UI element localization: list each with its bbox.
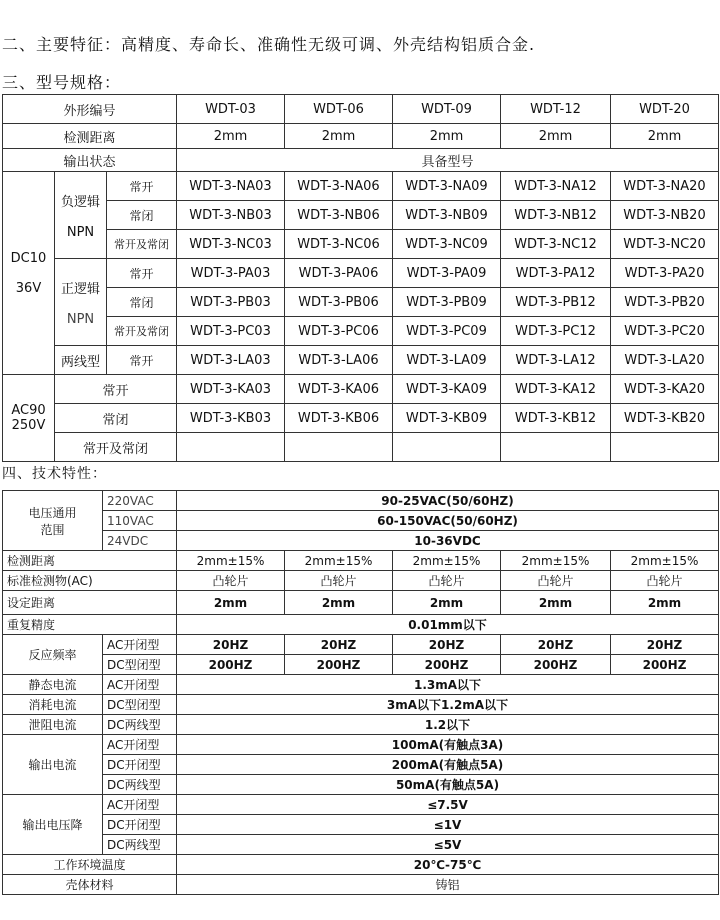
response-cell: 200HZ xyxy=(393,655,501,675)
temperature-value: 20℃-75℃ xyxy=(177,855,719,875)
model-cell: WDT-3-PA12 xyxy=(501,259,611,288)
voltage-drop-row xyxy=(3,835,719,855)
detect-distance-label: 检测距离 xyxy=(3,551,177,571)
output-current-label: 输出电流 xyxy=(3,735,103,795)
model-cell: WDT-3-NC20 xyxy=(611,230,719,259)
model-cell: WDT-3-PB06 xyxy=(285,288,393,317)
response-type: DC型闭型 xyxy=(103,655,177,675)
appearance-cell: WDT-03 xyxy=(177,95,285,124)
positive-logic-label: 正逻辑 NPN xyxy=(55,259,107,346)
output-current-value: 200mA(有触点5A) xyxy=(177,755,719,775)
model-cell: WDT-3-KA03 xyxy=(177,375,285,404)
output-state-cell: 常开及常闭 xyxy=(107,230,177,259)
repeat-label: 重复精度 xyxy=(3,615,177,635)
model-cell: WDT-3-KB03 xyxy=(177,404,285,433)
output-state-cell: 常闭 xyxy=(107,288,177,317)
model-cell: WDT-3-LA09 xyxy=(393,346,501,375)
features-heading: 二、主要特征：高精度、寿命长、准确性无级可调、外壳结构铝质合金. xyxy=(2,35,536,54)
voltage-type: 24VDC xyxy=(103,531,177,551)
detect-distance-row xyxy=(3,551,719,571)
response-cell: 20HZ xyxy=(177,635,285,655)
model-cell: WDT-3-KA12 xyxy=(501,375,611,404)
voltage-value: 10-36VDC xyxy=(177,531,719,551)
std-object-cell: 凸轮片 xyxy=(177,571,285,591)
model-cell: WDT-3-PB03 xyxy=(177,288,285,317)
response-row xyxy=(3,655,719,675)
model-cell: WDT-3-NA06 xyxy=(285,172,393,201)
voltage-drop-row xyxy=(3,815,719,835)
std-object-cell: 凸轮片 xyxy=(501,571,611,591)
model-cell: WDT-3-KA20 xyxy=(611,375,719,404)
response-cell: 200HZ xyxy=(611,655,719,675)
appearance-cell: WDT-09 xyxy=(393,95,501,124)
appearance-cell: WDT-06 xyxy=(285,95,393,124)
model-cell: WDT-3-NB06 xyxy=(285,201,393,230)
leak-current-value: 1.2以下 xyxy=(177,715,719,735)
model-cell: WDT-3-NA20 xyxy=(611,172,719,201)
static-current-type: AC开闭型 xyxy=(103,675,177,695)
output-state-cell: 常闭 xyxy=(55,404,177,433)
model-cell: WDT-3-NB09 xyxy=(393,201,501,230)
model-row xyxy=(3,230,719,259)
consume-current-label: 消耗电流 xyxy=(3,695,103,715)
repeat-value: 0.01mm以下 xyxy=(177,615,719,635)
output-state-cell: 常开 xyxy=(55,375,177,404)
consume-current-row xyxy=(3,695,719,715)
ac-voltage-label: AC90 250V xyxy=(3,375,55,462)
output-current-row xyxy=(3,735,719,755)
set-distance-label: 设定距离 xyxy=(3,591,177,615)
tech-heading: 四、技术特性： xyxy=(2,466,107,482)
two-wire-label: 两线型 xyxy=(55,346,107,375)
output-current-type: DC两线型 xyxy=(103,775,177,795)
set-distance-cell: 2mm xyxy=(285,591,393,615)
model-cell: WDT-3-PA20 xyxy=(611,259,719,288)
voltage-drop-type: DC开闭型 xyxy=(103,815,177,835)
model-cell: WDT-3-PC09 xyxy=(393,317,501,346)
model-row xyxy=(3,317,719,346)
set-distance-row xyxy=(3,591,719,615)
model-cell: WDT-3-PB12 xyxy=(501,288,611,317)
voltage-type: 220VAC xyxy=(103,491,177,511)
model-cell xyxy=(501,433,611,462)
model-row xyxy=(3,404,719,433)
model-cell: WDT-3-PA03 xyxy=(177,259,285,288)
voltage-drop-row xyxy=(3,795,719,815)
output-current-row xyxy=(3,775,719,795)
voltage-row xyxy=(3,491,719,511)
distance-label: 检测距离 xyxy=(3,124,177,149)
voltage-label: 电压通用 范围 xyxy=(3,491,103,551)
output-state-row xyxy=(3,149,719,172)
response-cell: 200HZ xyxy=(501,655,611,675)
response-label: 反应频率 xyxy=(3,635,103,675)
voltage-drop-type: AC开闭型 xyxy=(103,795,177,815)
model-cell: WDT-3-KB12 xyxy=(501,404,611,433)
available-models-label: 具备型号 xyxy=(177,149,719,172)
distance-row xyxy=(3,124,719,149)
output-current-type: AC开闭型 xyxy=(103,735,177,755)
model-cell: WDT-3-NA09 xyxy=(393,172,501,201)
model-cell: WDT-3-PA06 xyxy=(285,259,393,288)
appearance-label: 外形编号 xyxy=(3,95,177,124)
model-row xyxy=(3,259,719,288)
detect-distance-cell: 2mm±15% xyxy=(611,551,719,571)
model-cell: WDT-3-KB20 xyxy=(611,404,719,433)
model-row xyxy=(3,201,719,230)
set-distance-cell: 2mm xyxy=(393,591,501,615)
model-cell xyxy=(393,433,501,462)
voltage-drop-value: ≤7.5V xyxy=(177,795,719,815)
response-cell: 20HZ xyxy=(393,635,501,655)
repeat-row xyxy=(3,615,719,635)
model-cell: WDT-3-PA09 xyxy=(393,259,501,288)
response-cell: 20HZ xyxy=(285,635,393,655)
voltage-type: 110VAC xyxy=(103,511,177,531)
model-row xyxy=(3,433,719,462)
tech-spec-table xyxy=(2,490,719,895)
output-state-label: 输出状态 xyxy=(3,149,177,172)
output-state-cell: 常开 xyxy=(107,346,177,375)
material-row xyxy=(3,875,719,895)
model-cell: WDT-3-KA09 xyxy=(393,375,501,404)
detect-distance-cell: 2mm±15% xyxy=(177,551,285,571)
leak-current-label: 泄阻电流 xyxy=(3,715,103,735)
leak-current-type: DC两线型 xyxy=(103,715,177,735)
consume-current-type: DC型闭型 xyxy=(103,695,177,715)
model-row xyxy=(3,375,719,404)
response-cell: 20HZ xyxy=(501,635,611,655)
distance-cell: 2mm xyxy=(177,124,285,149)
output-current-row xyxy=(3,755,719,775)
detect-distance-cell: 2mm±15% xyxy=(285,551,393,571)
dc-voltage-label: DC10 36V xyxy=(3,172,55,375)
model-cell: WDT-3-NB12 xyxy=(501,201,611,230)
output-current-type: DC开闭型 xyxy=(103,755,177,775)
temperature-row xyxy=(3,855,719,875)
model-cell: WDT-3-PC12 xyxy=(501,317,611,346)
model-cell xyxy=(177,433,285,462)
model-cell: WDT-3-NC12 xyxy=(501,230,611,259)
distance-cell: 2mm xyxy=(501,124,611,149)
model-spec-table xyxy=(2,94,719,462)
model-cell: WDT-3-PB09 xyxy=(393,288,501,317)
distance-cell: 2mm xyxy=(285,124,393,149)
appearance-cell: WDT-20 xyxy=(611,95,719,124)
model-cell xyxy=(285,433,393,462)
model-cell: WDT-3-LA20 xyxy=(611,346,719,375)
response-cell: 20HZ xyxy=(611,635,719,655)
appearance-cell: WDT-12 xyxy=(501,95,611,124)
std-object-cell: 凸轮片 xyxy=(393,571,501,591)
voltage-drop-label: 输出电压降 xyxy=(3,795,103,855)
voltage-value: 60-150VAC(50/60HZ) xyxy=(177,511,719,531)
model-cell: WDT-3-NA12 xyxy=(501,172,611,201)
voltage-value: 90-25VAC(50/60HZ) xyxy=(177,491,719,511)
negative-logic-label: 负逻辑 NPN xyxy=(55,172,107,259)
material-value: 铸铝 xyxy=(177,875,719,895)
static-current-label: 静态电流 xyxy=(3,675,103,695)
output-state-cell: 常开 xyxy=(107,259,177,288)
response-cell: 200HZ xyxy=(177,655,285,675)
response-cell: 200HZ xyxy=(285,655,393,675)
models-heading: 三、型号规格： xyxy=(2,73,122,92)
model-cell: WDT-3-LA12 xyxy=(501,346,611,375)
output-state-cell: 常闭 xyxy=(107,201,177,230)
output-state-cell: 常开 xyxy=(107,172,177,201)
distance-cell: 2mm xyxy=(393,124,501,149)
voltage-drop-value: ≤5V xyxy=(177,835,719,855)
set-distance-cell: 2mm xyxy=(611,591,719,615)
std-object-row xyxy=(3,571,719,591)
model-row xyxy=(3,172,719,201)
std-object-label: 标准检测物(AC) xyxy=(3,571,177,591)
model-cell: WDT-3-LA06 xyxy=(285,346,393,375)
static-current-row xyxy=(3,675,719,695)
output-current-value: 100mA(有触点3A) xyxy=(177,735,719,755)
model-cell: WDT-3-KA06 xyxy=(285,375,393,404)
static-current-value: 1.3mA以下 xyxy=(177,675,719,695)
model-cell: WDT-3-KB06 xyxy=(285,404,393,433)
material-label: 壳体材料 xyxy=(3,875,177,895)
model-cell: WDT-3-PC20 xyxy=(611,317,719,346)
model-cell: WDT-3-NB03 xyxy=(177,201,285,230)
model-cell xyxy=(611,433,719,462)
model-cell: WDT-3-NB20 xyxy=(611,201,719,230)
model-row xyxy=(3,288,719,317)
set-distance-cell: 2mm xyxy=(177,591,285,615)
response-type: AC开闭型 xyxy=(103,635,177,655)
voltage-drop-type: DC两线型 xyxy=(103,835,177,855)
voltage-row xyxy=(3,511,719,531)
model-cell: WDT-3-PC06 xyxy=(285,317,393,346)
appearance-row xyxy=(3,95,719,124)
model-cell: WDT-3-KB09 xyxy=(393,404,501,433)
model-cell: WDT-3-PC03 xyxy=(177,317,285,346)
consume-current-value: 3mA以下1.2mA以下 xyxy=(177,695,719,715)
voltage-drop-value: ≤1V xyxy=(177,815,719,835)
model-cell: WDT-3-NC03 xyxy=(177,230,285,259)
std-object-cell: 凸轮片 xyxy=(611,571,719,591)
voltage-row xyxy=(3,531,719,551)
output-state-cell: 常开及常闭 xyxy=(107,317,177,346)
model-cell: WDT-3-NA03 xyxy=(177,172,285,201)
leak-current-row xyxy=(3,715,719,735)
model-cell: WDT-3-NC09 xyxy=(393,230,501,259)
detect-distance-cell: 2mm±15% xyxy=(501,551,611,571)
response-row xyxy=(3,635,719,655)
model-row xyxy=(3,346,719,375)
distance-cell: 2mm xyxy=(611,124,719,149)
model-cell: WDT-3-NC06 xyxy=(285,230,393,259)
std-object-cell: 凸轮片 xyxy=(285,571,393,591)
output-state-cell: 常开及常闭 xyxy=(55,433,177,462)
set-distance-cell: 2mm xyxy=(501,591,611,615)
model-cell: WDT-3-LA03 xyxy=(177,346,285,375)
model-cell: WDT-3-PB20 xyxy=(611,288,719,317)
output-current-value: 50mA(有触点5A) xyxy=(177,775,719,795)
detect-distance-cell: 2mm±15% xyxy=(393,551,501,571)
temperature-label: 工作环境温度 xyxy=(3,855,177,875)
